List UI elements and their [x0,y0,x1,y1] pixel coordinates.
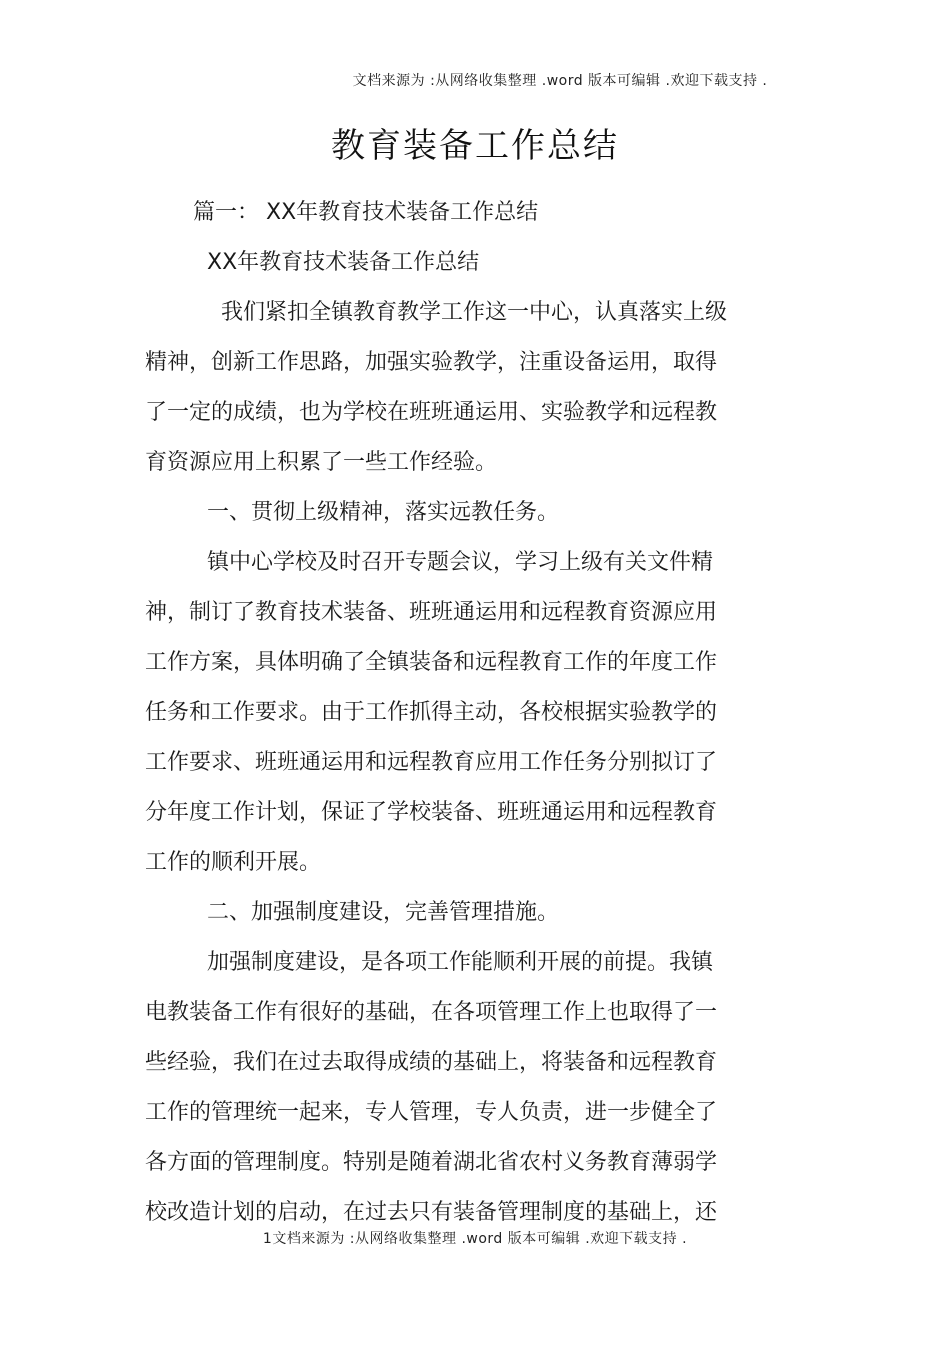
text-line: 工作方案，具体明确了全镇装备和远程教育工作的年度工作 [145,650,718,675]
text-line: 神，制订了教育技术装备、班班通运用和远程教育资源应用 [145,600,718,625]
text-line: 精神，创新工作思路，加强实验教学，注重设备运用，取得 [145,350,718,375]
text-line: 电教装备工作有很好的基础，在各项管理工作上也取得了一 [145,1000,718,1025]
text-line: XX年教育技术装备工作总结 [207,250,480,275]
section-heading: 一、贯彻上级精神，落实远教任务。 [207,500,560,525]
text-line: 了一定的成绩，也为学校在班班通运用、实验教学和远程教 [145,400,718,425]
text-line: 任务和工作要求。由于工作抓得主动，各校根据实验教学的 [145,700,718,725]
text-line: 育资源应用上积累了一些工作经验。 [145,450,498,475]
document-title: 教育装备工作总结 [331,126,619,166]
document-body [145,188,755,1238]
text-line: 我们紧扣全镇教育教学工作这一中心，认真落实上级 [221,300,728,325]
page-header-note: 文档来源为 :从网络收集整理 .word 版本可编辑 .欢迎下载支持 . [352,73,768,89]
text-line: 分年度工作计划，保证了学校装备、班班通运用和远程教育 [145,800,718,825]
text-line: 工作的顺利开展。 [145,850,322,875]
text-line: 工作要求、班班通运用和远程教育应用工作任务分别拟订了 [145,750,718,775]
text-line: 篇一： XX年教育技术装备工作总结 [193,200,539,225]
section-heading: 二、加强制度建设，完善管理措施。 [207,900,560,925]
text-line: 加强制度建设，是各项工作能顺利开展的前提。我镇 [207,950,714,975]
text-line: 工作的管理统一起来，专人管理，专人负责，进一步健全了 [145,1100,718,1125]
text-line: 些经验，我们在过去取得成绩的基础上，将装备和远程教育 [145,1050,718,1075]
text-line: 各方面的管理制度。特别是随着湖北省农村义务教育薄弱学 [145,1150,718,1175]
text-line: 镇中心学校及时召开专题会议，学习上级有关文件精 [207,550,714,575]
text-line: 校改造计划的启动，在过去只有装备管理制度的基础上，还 [145,1200,718,1225]
page-footer-note: 1文档来源为 :从网络收集整理 .word 版本可编辑 .欢迎下载支持 . [262,1231,688,1247]
